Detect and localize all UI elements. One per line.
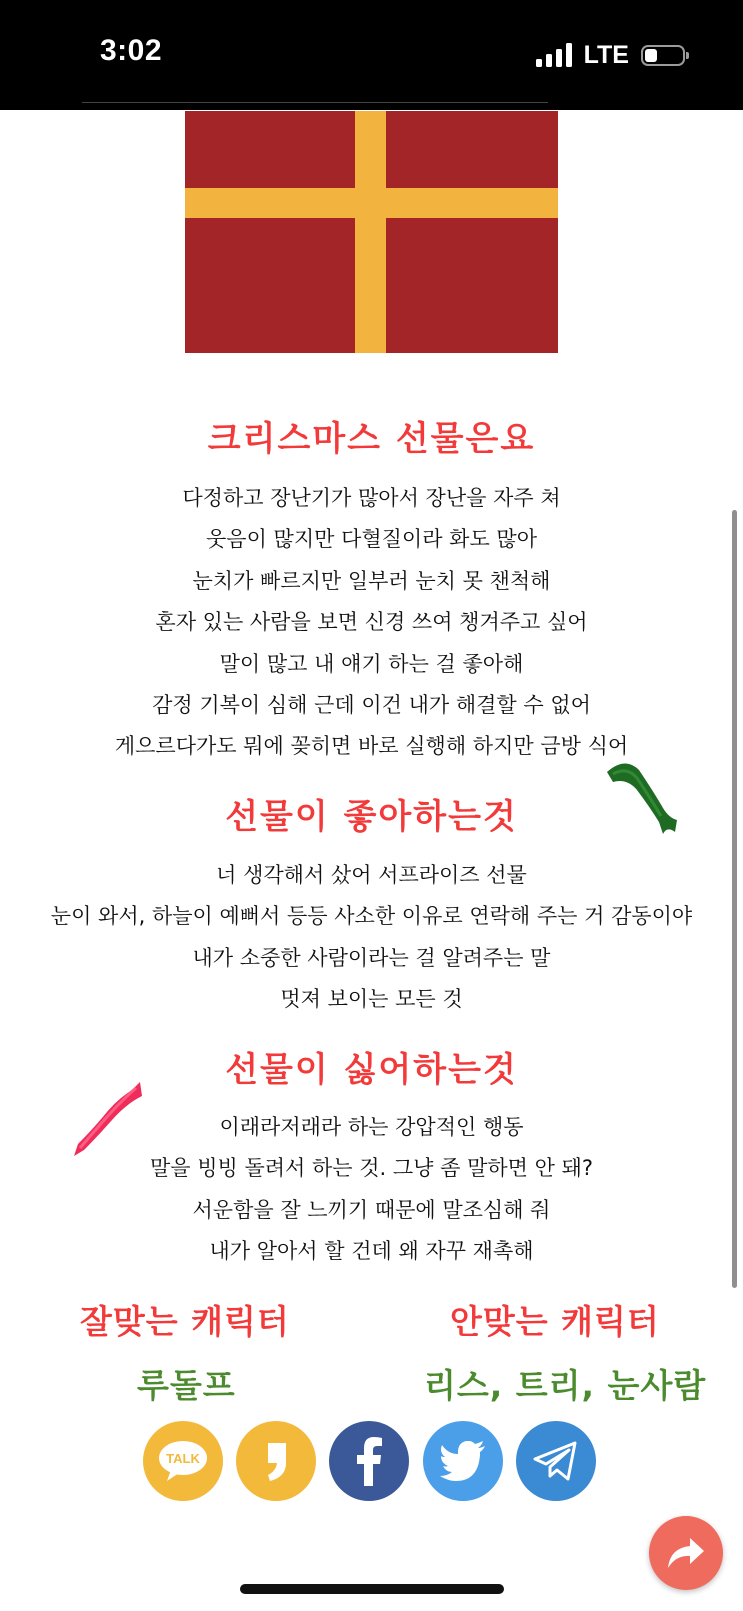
gift-box-image xyxy=(185,111,558,353)
list-item: 멋져 보이는 모든 것 xyxy=(280,987,463,1012)
kakaotalk-label: TALK xyxy=(166,1451,200,1466)
list-item: 너 생각해서 샀어 서프라이즈 선물 xyxy=(216,863,527,887)
bad-match-label: 안맞는 캐릭터 xyxy=(450,1302,660,1341)
list-item: 게으르다가도 뭐에 꽂히면 바로 실행해 하지만 금방 식어 xyxy=(114,734,629,759)
share-buttons xyxy=(143,1421,596,1501)
twitter-icon xyxy=(440,1441,486,1481)
good-match-name: 루돌프 xyxy=(137,1366,236,1405)
header-divider xyxy=(82,102,548,103)
telegram-share-button[interactable] xyxy=(516,1421,596,1501)
list-item: 말을 빙빙 돌려서 하는 것. 그냥 좀 말하면 안 돼? xyxy=(149,1156,594,1181)
share-arrow-icon xyxy=(666,1536,706,1570)
list-item: 눈치가 빠르지만 일부러 눈치 못 챈척해 xyxy=(192,568,551,593)
status-time: 3:02 xyxy=(100,34,163,67)
kakaotalk-icon xyxy=(155,1437,211,1485)
list-item: 감정 기복이 심해 근데 이건 내가 해결할 수 없어 xyxy=(152,692,591,717)
dislikes-list xyxy=(0,1107,743,1273)
list-item: 서운함을 잘 느끼기 때문에 말조심해 줘 xyxy=(192,1197,551,1222)
network-label: LTE xyxy=(583,40,629,69)
list-item: 다정하고 장난기가 많아서 장난을 자주 쳐 xyxy=(182,486,561,510)
personality-list xyxy=(0,478,743,768)
telegram-icon xyxy=(533,1441,579,1481)
section-heading-likes: 선물이 좋아하는것 xyxy=(225,797,518,837)
kakaotalk-share-button[interactable] xyxy=(143,1421,223,1501)
section-heading-dislikes: 선물이 싫어하는것 xyxy=(225,1050,518,1090)
scrollbar[interactable] xyxy=(732,510,737,1288)
list-item: 내가 소중한 사람이라는 걸 알려주는 말 xyxy=(192,945,551,970)
list-item: 이래라저래라 하는 강압적인 행동 xyxy=(219,1115,524,1139)
section-heading-personality: 크리스마스 선물은요 xyxy=(207,419,536,459)
good-match-label: 잘맞는 캐릭터 xyxy=(80,1302,290,1341)
bad-match-name: 리스, 트리, 눈사람 xyxy=(424,1366,707,1405)
status-icons xyxy=(536,40,685,70)
likes-list xyxy=(0,855,743,1021)
home-indicator xyxy=(240,1584,504,1594)
signal-icon xyxy=(536,43,572,67)
list-item: 혼자 있는 사람을 보면 신경 쓰여 챙겨주고 싶어 xyxy=(155,610,588,635)
twitter-share-button[interactable] xyxy=(423,1421,503,1501)
list-item: 눈이 와서, 하늘이 예뻐서 등등 사소한 이유로 연락해 주는 거 감동이야 xyxy=(50,904,693,929)
list-item: 내가 알아서 할 건데 왜 자꾸 재촉해 xyxy=(209,1239,534,1264)
facebook-icon xyxy=(354,1436,384,1486)
share-fab-button[interactable] xyxy=(649,1516,723,1590)
facebook-share-button[interactable] xyxy=(329,1421,409,1501)
gift-ribbon-vertical xyxy=(355,111,386,353)
list-item: 말이 많고 내 얘기 하는 걸 좋아해 xyxy=(219,651,524,676)
battery-icon xyxy=(641,45,685,66)
status-bar xyxy=(0,0,743,110)
gift-ribbon-horizontal xyxy=(185,188,558,218)
list-item: 웃음이 많지만 다혈질이라 화도 많아 xyxy=(206,527,537,552)
kakaostory-icon xyxy=(256,1437,296,1485)
kakaostory-share-button[interactable] xyxy=(236,1421,316,1501)
